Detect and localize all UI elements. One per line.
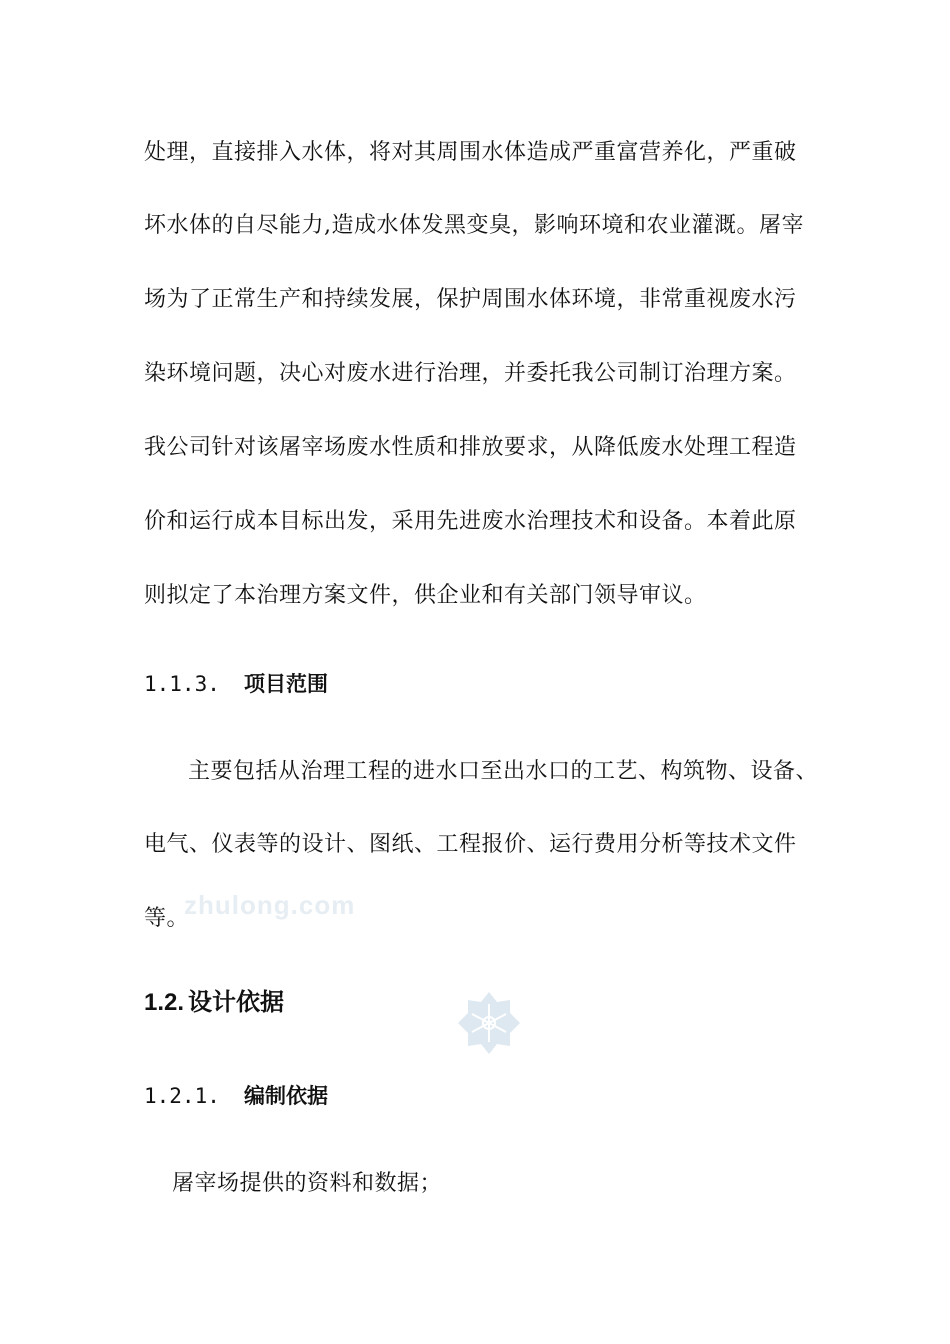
paragraph-line: 处理，直接排入水体，将对其周围水体造成严重富营养化，严重破 <box>144 140 797 165</box>
paragraph-line: 我公司针对该屠宰场废水性质和排放要求，从降低废水处理工程造 <box>144 435 797 460</box>
section-number: 1.1.3. <box>144 672 220 696</box>
paragraph-line: 价和运行成本目标出发，采用先进废水治理技术和设备。本着此原 <box>144 509 797 534</box>
paragraph-line: 主要包括从治理工程的进水口至出水口的工艺、构筑物、设备、 <box>188 759 819 784</box>
section-title: 编制依据 <box>244 1083 328 1108</box>
paragraph-line: 坏水体的自尽能力,造成水体发黑变臭，影响环境和农业灌溉。屠宰 <box>144 213 804 238</box>
paragraph-line: 等。 <box>144 906 190 931</box>
paragraph-line: 屠宰场提供的资料和数据； <box>172 1171 443 1196</box>
section-title: 项目范围 <box>244 671 328 696</box>
paragraph-line: 电气、仪表等的设计、图纸、工程报价、运行费用分析等技术文件 <box>144 832 797 857</box>
section-number: 1.2. <box>144 989 185 1016</box>
paragraph-line: 场为了正常生产和持续发展，保护周围水体环境，非常重视废水污 <box>144 287 797 312</box>
section-heading-1-2 <box>144 988 284 1018</box>
section-heading-1-2-1 <box>144 1082 328 1110</box>
section-number: 1.2.1. <box>144 1084 220 1108</box>
section-title: 设计依据 <box>188 989 285 1016</box>
section-heading-1-1-3 <box>144 670 328 698</box>
paragraph-line: 染环境问题，决心对废水进行治理，并委托我公司制订治理方案。 <box>144 361 797 386</box>
snowflake-logo-icon <box>456 990 522 1056</box>
paragraph-line: 则拟定了本治理方案文件，供企业和有关部门领导审议。 <box>144 583 707 608</box>
watermark-text: zhulong.com <box>184 890 356 920</box>
